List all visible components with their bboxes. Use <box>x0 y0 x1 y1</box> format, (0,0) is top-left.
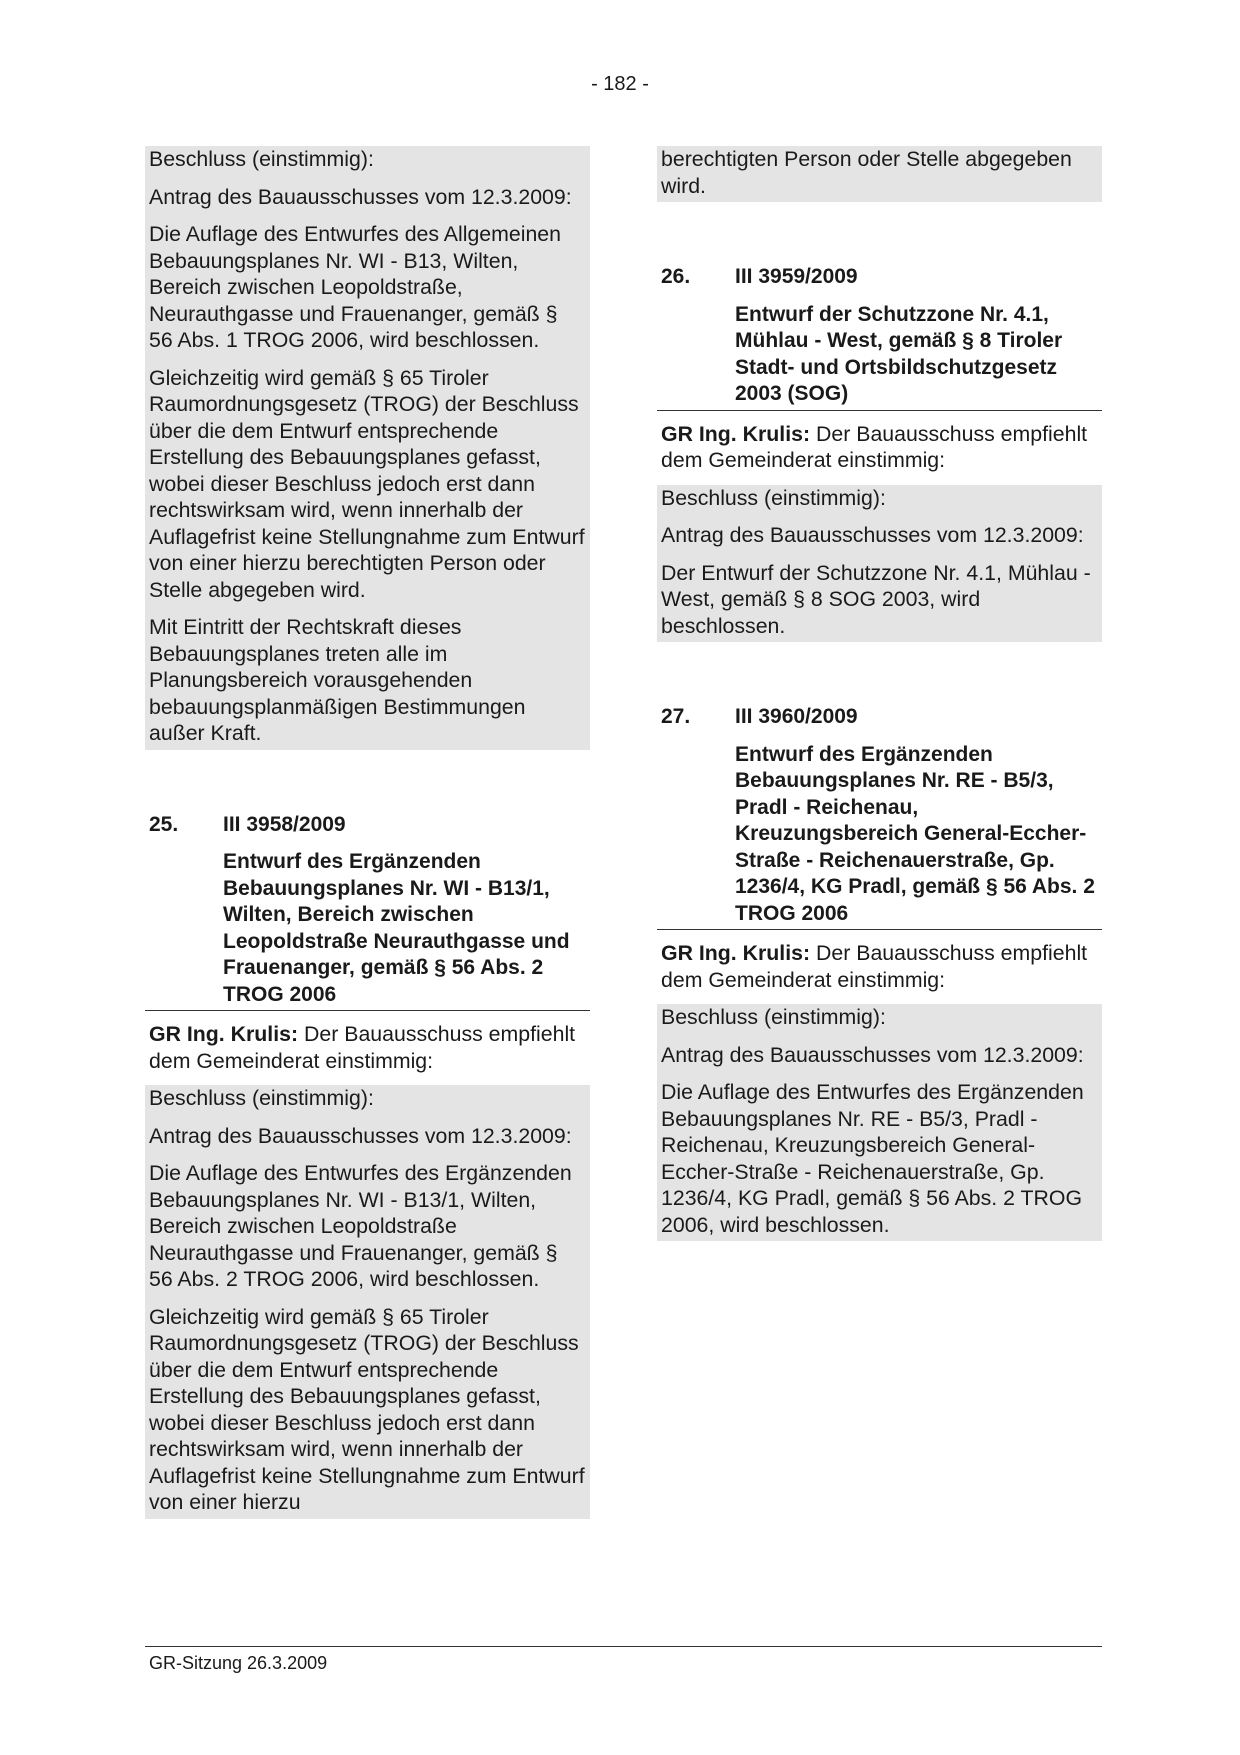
speaker-name: GR Ing. Krulis: <box>661 941 811 965</box>
footer-text: GR-Sitzung 26.3.2009 <box>149 1653 328 1673</box>
item-reference: III 3960/2009 <box>735 705 858 728</box>
resolution-block-25 <box>145 1085 590 1519</box>
speaker-paragraph <box>657 421 1102 474</box>
motion-label: Antrag des Bauausschusses vom 12.3.2009: <box>149 1123 572 1148</box>
resolution-label: Beschluss (einstimmig): <box>149 1086 374 1110</box>
agenda-item-25 <box>145 812 590 1012</box>
speaker-name: GR Ing. Krulis: <box>149 1022 299 1046</box>
left-column <box>145 146 590 1519</box>
resolution-label: Beschluss (einstimmig): <box>149 147 374 171</box>
motion-label: Antrag des Bauausschusses vom 12.3.2009: <box>149 184 572 209</box>
resolution-text: Die Auflage des Entwurfes des Allgemeinen Bebauungsplanes Nr. WI - B13, Wilten, Bereich zwischen Leopoldstraße, Neurauthgasse und Frauenanger, gemäß § 56 Abs. 1 TROG 2006, wird beschlossen. <box>149 222 561 352</box>
agenda-item-26 <box>657 264 1102 411</box>
resolution-text: Der Entwurf der Schutzzone Nr. 4.1, Mühlau - West, gemäß § 8 SOG 2003, wird beschlossen. <box>661 560 1091 638</box>
speaker-text: Der Bauausschuss empfiehlt dem Gemeinderat einstimmig: <box>149 1022 576 1073</box>
resolution-text: Gleichzeitig wird gemäß § 65 Tiroler Raumordnungsgesetz (TROG) der Beschluss über die dem Entwurf entsprechende Erstellung des Bebauungsplanes gefasst, wobei dieser Beschluss jedoch erst dann rechtswirksam wird, wenn innerhalb der Auflagefrist keine Stellungnahme zum Entwurf von einer hierzu berechtigten Person oder Stelle abgegeben wird. <box>149 365 585 602</box>
speaker-paragraph <box>657 940 1102 993</box>
resolution-block-26 <box>657 485 1102 643</box>
resolution-text: berechtigten Person oder Stelle abgegeben wird. <box>661 147 1072 198</box>
motion-label: Antrag des Bauausschusses vom 12.3.2009: <box>661 1042 1084 1067</box>
speaker-text: Der Bauausschuss empfiehlt dem Gemeinderat einstimmig: <box>661 941 1088 992</box>
item-reference: III 3959/2009 <box>735 265 858 288</box>
item-title: Entwurf des Ergänzenden Bebauungsplanes Nr. WI - B13/1, Wilten, Bereich zwischen Leopoldstraße Neurauthgasse und Frauenanger, gemäß § 56 Abs. 2 TROG 2006 <box>223 850 570 1006</box>
resolution-block-24 <box>145 146 590 750</box>
right-column <box>657 146 1102 1241</box>
agenda-item-27 <box>657 704 1102 930</box>
resolution-label: Beschluss (einstimmig): <box>661 1005 886 1029</box>
item-number: 26. <box>661 265 691 288</box>
item-number: 25. <box>149 812 179 836</box>
speaker-text: Der Bauausschuss empfiehlt dem Gemeinderat einstimmig: <box>661 421 1088 472</box>
item-title: Entwurf der Schutzzone Nr. 4.1, Mühlau - West, gemäß § 8 Tiroler Stadt- und Ortsbildschutzgesetz 2003 (SOG) <box>735 302 1063 405</box>
resolution-text: Gleichzeitig wird gemäß § 65 Tiroler Raumordnungsgesetz (TROG) der Beschluss über die dem Entwurf entsprechende Erstellung des Bebauungsplanes gefasst, wobei dieser Beschluss jedoch erst dann rechtswirksam wird, wenn innerhalb der Auflagefrist keine Stellungnahme zum Entwurf von einer hierzu <box>149 1304 585 1514</box>
speaker-paragraph <box>145 1021 590 1074</box>
page-number: - 182 - <box>591 73 649 95</box>
item-reference: III 3958/2009 <box>223 812 346 836</box>
resolution-text: Mit Eintritt der Rechtskraft dieses Bebauungsplanes treten alle im Planungsbereich vorausgehenden bebauungsplanmäßigen Bestimmungen außer Kraft. <box>149 615 526 745</box>
resolution-text: Die Auflage des Entwurfes des Ergänzenden Bebauungsplanes Nr. RE - B5/3, Pradl - Reichenau, Kreuzungsbereich General-Eccher-Straße - Reichenauerstraße, Gp. 1236/4, KG Pradl, gemäß § 56 Abs. 2 TROG 2006, wird beschlossen. <box>661 1080 1084 1237</box>
resolution-block-27 <box>657 1004 1102 1241</box>
resolution-label: Beschluss (einstimmig): <box>661 485 886 510</box>
resolution-block-continued <box>657 146 1102 202</box>
motion-label: Antrag des Bauausschusses vom 12.3.2009: <box>661 523 1084 547</box>
resolution-text: Die Auflage des Entwurfes des Ergänzenden Bebauungsplanes Nr. WI - B13/1, Wilten, Bereich zwischen Leopoldstraße Neurauthgasse und Frauenanger, gemäß § 56 Abs. 2 TROG 2006, wird beschlossen. <box>149 1161 572 1291</box>
footer-rule <box>145 1646 1102 1647</box>
speaker-name: GR Ing. Krulis: <box>661 421 811 446</box>
item-number: 27. <box>661 705 691 728</box>
item-title: Entwurf des Ergänzenden Bebauungsplanes Nr. RE - B5/3, Pradl - Reichenau, Kreuzungsbereich General-Eccher-Straße - Reichenauerstraße, Gp. 1236/4, KG Pradl, gemäß § 56 Abs. 2 TROG 2006 <box>735 742 1095 925</box>
